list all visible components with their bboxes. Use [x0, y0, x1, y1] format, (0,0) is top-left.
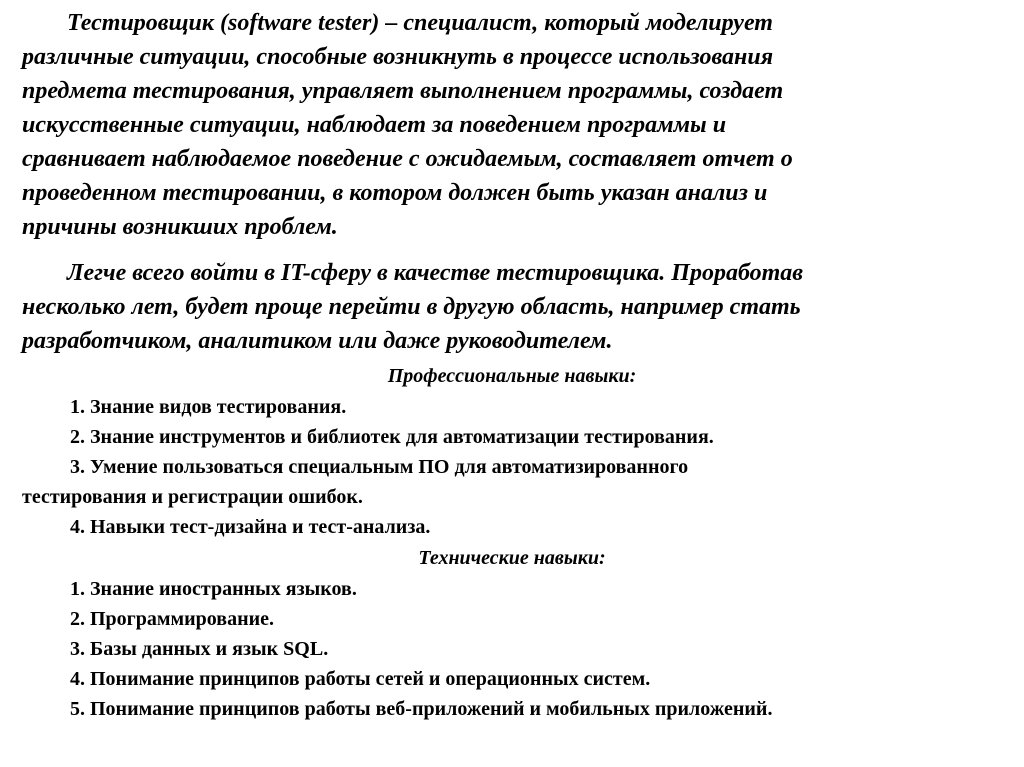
list-item: 5. Понимание принципов работы веб-приложений и мобильных приложений.	[70, 698, 773, 720]
professional-skills-heading: Профессиональные навыки:	[387, 365, 637, 387]
list-item: 1. Знание видов тестирования.	[70, 396, 347, 418]
career-paragraph	[22, 256, 1002, 358]
paragraph-line: Легче всего войти в IT-сферу в качестве тестировщика. Проработав	[67, 260, 803, 286]
list-item: 4. Понимание принципов работы сетей и операционных систем.	[70, 668, 651, 690]
list-item: 4. Навыки тест-дизайна и тест-анализа.	[70, 516, 431, 538]
intro-paragraph	[22, 6, 1002, 244]
technical-skills-list	[22, 574, 1012, 724]
paragraph-line: несколько лет, будет проще перейти в другую область, например стать	[22, 294, 801, 320]
paragraph-line: Тестировщик (software tester) – специалист, который моделирует	[67, 10, 773, 36]
list-item: 3. Базы данных и язык SQL.	[70, 638, 329, 660]
paragraph-line: сравнивает наблюдаемое поведение с ожидаемым, составляет отчет о	[22, 146, 793, 172]
technical-skills-heading: Технические навыки:	[418, 547, 606, 569]
paragraph-line: проведенном тестировании, в котором должен быть указан анализ и	[22, 180, 768, 206]
list-item: 2. Знание инструментов и библиотек для автоматизации тестирования.	[70, 426, 714, 448]
list-item: тестирования и регистрации ошибок.	[22, 486, 363, 508]
paragraph-line: разработчиком, аналитиком или даже руководителем.	[22, 328, 613, 354]
list-item: 1. Знание иностранных языков.	[70, 578, 357, 600]
paragraph-line: искусственные ситуации, наблюдает за поведением программы и	[22, 112, 727, 138]
paragraph-line: предмета тестирования, управляет выполнением программы, создает	[22, 78, 784, 104]
paragraph-line: причины возникших проблем.	[22, 214, 338, 240]
professional-skills-list	[22, 392, 1012, 542]
list-item: 3. Умение пользоваться специальным ПО для автоматизированного	[70, 456, 689, 478]
paragraph-line: различные ситуации, способные возникнуть в процессе использования	[22, 44, 774, 70]
list-item: 2. Программирование.	[70, 608, 275, 630]
